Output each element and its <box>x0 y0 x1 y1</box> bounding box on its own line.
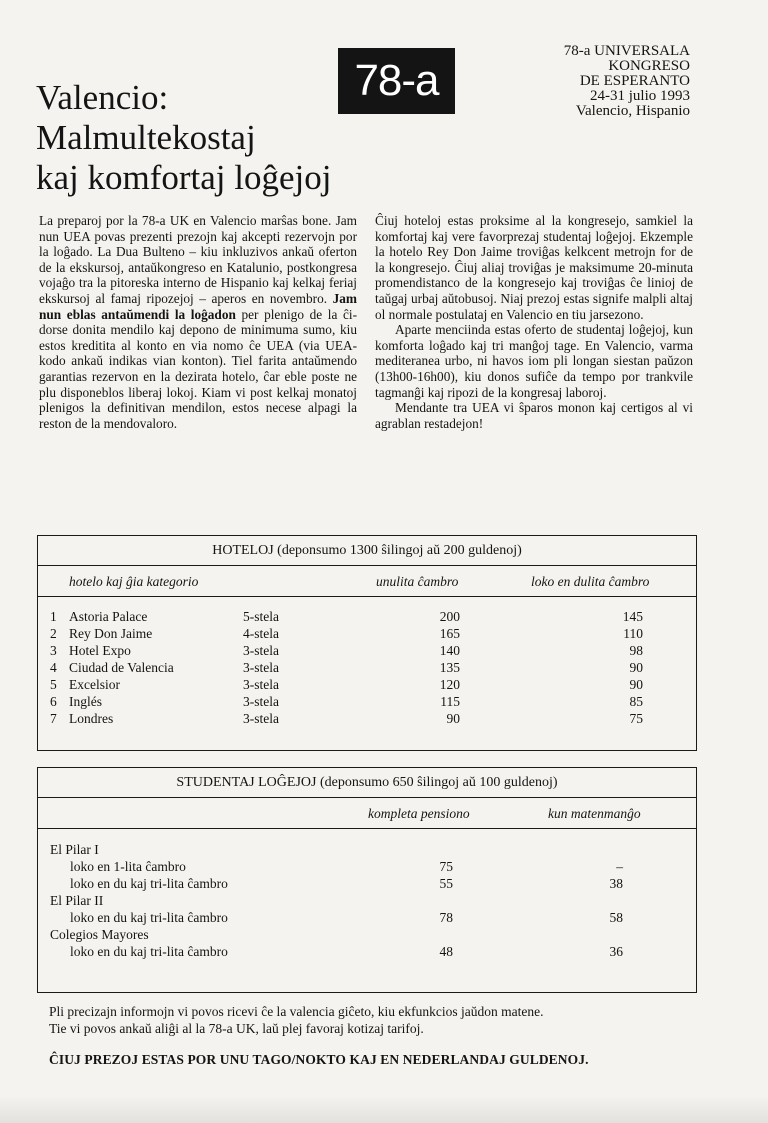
hotels-table <box>37 535 697 751</box>
col-breakfast-header: kun matenmanĝo <box>548 806 641 821</box>
hotel-single-price: 200 <box>439 609 460 624</box>
hotels-heading: HOTELOJ (deponsumo 1300 ŝilingoj aŭ 200 guldenoj) <box>38 536 696 566</box>
hotel-double-price: 75 <box>629 711 643 726</box>
hotel-double-price: 85 <box>629 694 643 709</box>
issue-badge: 78-a <box>338 48 455 114</box>
article-bold-text: Jam nun eblas antaŭmendi la loĝadon <box>39 290 357 322</box>
article-text: La preparoj por la 78-a UK en Valencio marŝas bone. Jam nun UEA povas prezenti prezojn kaj akcepti rezervojn por la loĝado. La Dua Bulteno – kiu inkluzivos ankaŭ oferton de la ekskursoj, antaŭkongreso en Katalunio, postkongresa vojaĝo tra la pitoreska interno de Hispanio kaj kelkaj feriaj ekskursoj al famaj ripozejoj – aperos en novembro. <box>39 213 357 306</box>
hotel-single-price: 120 <box>439 677 460 692</box>
hotel-number: 6 <box>50 694 57 709</box>
hotel-name: Londres <box>69 711 114 726</box>
residence-name: Colegios Mayores <box>50 927 149 942</box>
hotel-single-price: 90 <box>446 711 460 726</box>
hotel-number: 5 <box>50 677 57 692</box>
hotel-single-price: 115 <box>440 694 460 709</box>
article-paragraph: Mendante tra UEA vi ŝparos monon kaj certigos al vi agrablan restadejon! <box>375 400 693 431</box>
full-board-price: 78 <box>439 910 453 925</box>
congress-line: DE ESPERANTO <box>579 73 690 89</box>
full-board-price: 55 <box>439 876 453 891</box>
hotel-number: 1 <box>50 609 57 624</box>
footer-caps-note: ĈIUJ PREZOJ ESTAS POR UNU TAGO/NOKTO KAJ EN NEDERLANDAJ GULDENOJ. <box>49 1052 589 1067</box>
breakfast-price: 38 <box>609 876 623 891</box>
hotel-number: 4 <box>50 660 57 675</box>
residence-name: El Pilar II <box>50 893 104 908</box>
hotel-double-price: 98 <box>629 643 643 658</box>
hotel-number: 3 <box>50 643 57 658</box>
page-bottom-shadow <box>0 1096 768 1123</box>
hotel-single-price: 135 <box>439 660 460 675</box>
hotel-double-price: 110 <box>623 626 643 641</box>
breakfast-price: 36 <box>609 944 623 959</box>
room-type-label: loko en du kaj tri-lita ĉambro <box>70 910 228 925</box>
footer-line: Pli precizajn informojn vi povos ricevi ĉe la valencia giĉeto, kiu ekfunkcios jaŭdon matene. <box>49 1004 544 1019</box>
footer-note <box>49 1003 709 1068</box>
hotels-column-headers <box>38 566 696 597</box>
col-hotel-header: hotelo kaj ĝia kategorio <box>69 574 199 589</box>
hotel-number: 7 <box>50 711 57 726</box>
congress-line: 78-a UNIVERSALA <box>563 43 690 59</box>
full-board-price: 48 <box>439 944 453 959</box>
col-double-header: loko en dulita ĉambro <box>531 574 650 589</box>
hotel-single-price: 165 <box>439 626 460 641</box>
residence-name: El Pilar I <box>50 842 99 857</box>
full-board-price: 75 <box>439 859 453 874</box>
congress-line: KONGRESO <box>608 58 690 74</box>
hotel-category: 5-stela <box>243 609 279 624</box>
hotel-double-price: 145 <box>622 609 643 624</box>
hotel-double-price: 90 <box>629 677 643 692</box>
congress-info <box>520 44 690 119</box>
hotel-category: 3-stela <box>243 643 279 658</box>
title-line-1: Valencio: <box>36 78 169 117</box>
students-column-headers <box>38 798 696 829</box>
title-line-3: kaj komfortaj loĝejoj <box>36 158 332 197</box>
hotel-number: 2 <box>50 626 57 641</box>
article-left-column <box>39 213 357 431</box>
col-single-header: unulita ĉambro <box>376 574 459 589</box>
hotel-name: Rey Don Jaime <box>69 626 153 641</box>
article-right-column <box>375 213 693 431</box>
room-type-label: loko en du kaj tri-lita ĉambro <box>70 944 228 959</box>
footer-line: Tie vi povos ankaŭ aliĝi al la 78-a UK, laŭ plej favoraj kotizaj tarifoj. <box>49 1021 424 1036</box>
student-housing-table <box>37 767 697 993</box>
breakfast-price: 58 <box>609 910 623 925</box>
hotel-name: Astoria Palace <box>69 609 148 624</box>
hotel-single-price: 140 <box>439 643 460 658</box>
hotel-category: 3-stela <box>243 677 279 692</box>
breakfast-price: – <box>616 859 623 874</box>
hotel-name: Ciudad de Valencia <box>69 660 174 675</box>
article-text: per plenigo de la ĉi-dorse donita mendilo kaj depono de minimuma sumo, kiu estos kreditita al konto en via nomo ĉe UEA (via UEA-kodo ankaŭ indikas vian konton). Tiel farita antaŭmendo garantias rezervon en la dezirata hotelo, ĉar eble poste ne plu disponeblos liberaj lokoj. Kiam vi post kelkaj monatoj plenigos la definitivan mendilon, estos necese alpagi la reston de la mendovaloro. <box>39 306 357 431</box>
hotel-name: Excelsior <box>69 677 120 692</box>
hotel-category: 3-stela <box>243 660 279 675</box>
col-full-board-header: kompleta pensiono <box>368 806 470 821</box>
hotel-category: 3-stela <box>243 711 279 726</box>
students-heading: STUDENTAJ LOĜEJOJ (deponsumo 650 ŝilingoj aŭ 100 guldenoj) <box>38 768 696 798</box>
room-type-label: loko en du kaj tri-lita ĉambro <box>70 876 228 891</box>
room-type-label: loko en 1-lita ĉambro <box>70 859 186 874</box>
congress-line: 24-31 julio 1993 <box>590 88 690 104</box>
hotel-double-price: 90 <box>629 660 643 675</box>
article-paragraph <box>39 213 357 431</box>
hotel-name: Inglés <box>69 694 102 709</box>
article-paragraph: Aparte menciinda estas oferto de studentaj loĝejoj, kun komforta loĝado kaj tri manĝoj tage. En Valencio, varma mediteranea urbo, ni havos iom pli longan siestan paŭzon (13h00-16h00), kiu donos sufiĉe da tempo por trankvile tagmanĝi kaj ripozi de la kongresaj laboroj. <box>375 322 693 400</box>
title-line-2: Malmultekostaj <box>36 118 256 157</box>
hotel-category: 4-stela <box>243 626 279 641</box>
congress-line: Valencio, Hispanio <box>575 103 690 119</box>
hotel-name: Hotel Expo <box>69 643 131 658</box>
hotel-category: 3-stela <box>243 694 279 709</box>
article-paragraph: Ĉiuj hoteloj estas proksime al la kongresejo, samkiel la komfortaj kaj vere favorprezaj studentaj loĝejoj. Ekzemple la hotelo Rey Don Jaime troviĝas kelkcent metrojn for de la kongresejo. Ĉiuj aliaj troviĝas je maksimume 20-minuta promendistanco de la kongresejo kaj troviĝas ĉe linioj de taŭgaj urbaj aŭtobusoj. Niaj prezoj estas signife malpli altaj ol normale postulataj en Valencio en tiu jarsezono. <box>375 213 693 322</box>
